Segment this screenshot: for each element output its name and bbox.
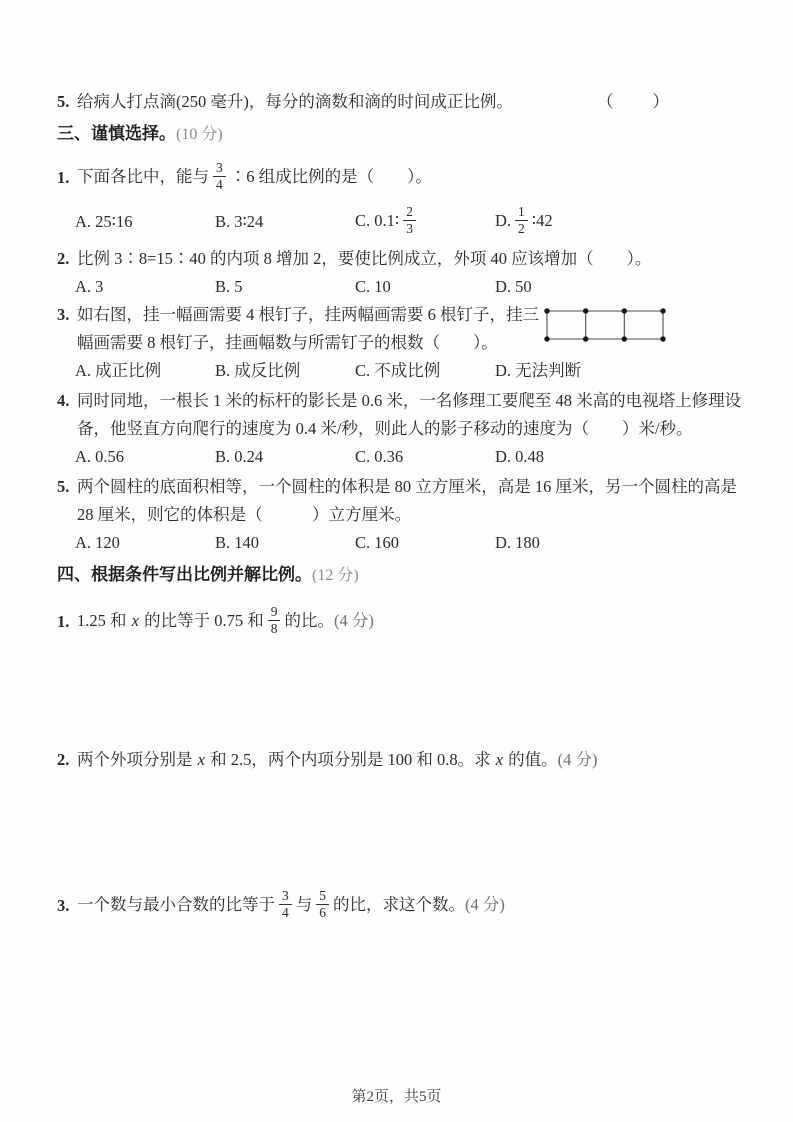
fraction-denominator: 3 bbox=[406, 220, 413, 236]
fraction bbox=[279, 888, 292, 920]
fraction-numerator: 1 bbox=[515, 204, 528, 221]
text-segment: C. 0.1∶ bbox=[355, 210, 400, 230]
question-number: 3. bbox=[57, 305, 70, 324]
fraction bbox=[515, 204, 528, 236]
text-segment: 下面各比中，能与 bbox=[77, 166, 209, 186]
option-c: C. 10 bbox=[355, 277, 391, 296]
section-points: (12 分) bbox=[312, 567, 359, 584]
question-text: 比例 3∶8=15∶40 的内项 8 增加 2，要使比例成立，外项 40 应该增加（ ）。 bbox=[77, 249, 652, 268]
options-row bbox=[57, 529, 743, 557]
option-a: A. 25∶16 bbox=[75, 212, 133, 231]
fraction-numerator: 3 bbox=[279, 888, 292, 905]
option-d bbox=[495, 203, 553, 238]
option-b: B. 0.24 bbox=[215, 447, 264, 466]
option-d: D. 50 bbox=[495, 277, 532, 296]
fraction-numerator: 2 bbox=[403, 204, 416, 221]
variable-x: x bbox=[197, 750, 205, 769]
text-segment: D. bbox=[495, 210, 512, 230]
choice-question-2 bbox=[57, 245, 743, 273]
question-text: 如右图，挂一幅画需要 4 根钉子，挂两幅画需要 6 根钉子，挂三幅画需要 8 根钉子，挂画幅数与所需钉子的根数（ ）。 bbox=[77, 305, 539, 352]
option-a: A. 0.56 bbox=[75, 447, 125, 466]
options-row bbox=[57, 201, 743, 243]
question-text: 两个圆柱的底面积相等，一个圆柱的体积是 80 立方厘米，高是 16 厘米，另一个圆柱的高是 28 厘米，则它的体积是（ ）立方厘米。 bbox=[77, 477, 737, 524]
fraction-denominator: 2 bbox=[518, 220, 525, 236]
fraction-numerator: 3 bbox=[213, 160, 226, 177]
option-d: D. 0.48 bbox=[495, 447, 545, 466]
text-segment: 1.25 和 bbox=[77, 610, 131, 630]
fraction-numerator: 5 bbox=[316, 888, 329, 905]
fraction bbox=[316, 888, 329, 920]
option-b: B. 140 bbox=[215, 533, 260, 552]
option-b: B. 成反比例 bbox=[215, 361, 301, 380]
question-text bbox=[77, 603, 743, 638]
question-text bbox=[77, 159, 743, 194]
picture-nails-diagram-icon bbox=[542, 303, 668, 345]
section-4-heading bbox=[57, 561, 743, 590]
options-row bbox=[57, 443, 743, 471]
option-b: B. 3∶24 bbox=[215, 212, 264, 231]
question-line bbox=[77, 88, 743, 116]
options-row bbox=[57, 357, 743, 385]
question-text bbox=[77, 746, 743, 774]
question-number: 3. bbox=[57, 896, 70, 915]
option-d: D. 180 bbox=[495, 533, 540, 552]
option-a: A. 3 bbox=[75, 277, 104, 296]
text-segment: 的比等于 0.75 和 bbox=[139, 610, 264, 630]
option-a: A. 120 bbox=[75, 533, 120, 552]
question-points: (4 分) bbox=[465, 894, 505, 914]
choice-question-1 bbox=[57, 155, 743, 201]
solve-question-3 bbox=[57, 884, 743, 928]
text-segment: ∶6 组成比例的是（ ）。 bbox=[229, 166, 432, 186]
option-c: C. 不成比例 bbox=[355, 361, 441, 380]
text-segment: ∶42 bbox=[531, 210, 553, 230]
section-points: (10 分) bbox=[176, 126, 223, 143]
question-text: 同时同地，一根长 1 米的标杆的影长是 0.6 米，一名修理工要爬至 48 米高的电视塔上修理设备，他竖直方向爬行的速度为 0.4 米/秒，则此人的影子移动的速度为（ ）米/秒。 bbox=[77, 391, 742, 438]
question-number: 5. bbox=[57, 477, 70, 496]
question-number: 4. bbox=[57, 391, 70, 410]
variable-x: x bbox=[131, 610, 139, 630]
answer-blank: （ ） bbox=[597, 92, 671, 111]
text-segment: 的比，求这个数。 bbox=[333, 894, 465, 914]
text-segment: 两个外项分别是 bbox=[77, 750, 197, 769]
fraction-denominator: 4 bbox=[216, 176, 223, 192]
judge-question-5 bbox=[57, 88, 743, 116]
solve-question-2 bbox=[57, 746, 743, 774]
choice-question-3 bbox=[57, 301, 743, 357]
fraction-denominator: 6 bbox=[319, 904, 326, 920]
question-number: 5. bbox=[57, 92, 70, 111]
option-c: C. 160 bbox=[355, 533, 400, 552]
footer-page-indicator: 第2页，共5页 bbox=[351, 1089, 442, 1105]
fraction-denominator: 4 bbox=[282, 904, 289, 920]
fraction bbox=[403, 204, 416, 236]
question-text bbox=[77, 887, 743, 922]
text-segment: 的值。 bbox=[504, 750, 558, 769]
section-title: 三、谨慎选择。 bbox=[57, 124, 176, 143]
option-a: A. 成正比例 bbox=[75, 361, 162, 380]
choice-question-5 bbox=[57, 473, 743, 529]
fraction bbox=[268, 604, 281, 636]
question-number: 1. bbox=[57, 168, 70, 187]
option-c bbox=[355, 203, 495, 238]
question-number: 2. bbox=[57, 249, 70, 268]
option-c: C. 0.36 bbox=[355, 447, 404, 466]
text-segment: 一个数与最小合数的比等于 bbox=[77, 894, 275, 914]
text-segment: 和 2.5，两个内项分别是 100 和 0.8。求 bbox=[205, 750, 495, 769]
fraction-numerator: 9 bbox=[268, 604, 281, 621]
option-b: B. 5 bbox=[215, 277, 243, 296]
options-row bbox=[57, 273, 743, 301]
section-title: 四、根据条件写出比例并解比例。 bbox=[57, 565, 312, 584]
variable-x: x bbox=[495, 750, 504, 769]
text-segment: 与 bbox=[295, 894, 313, 914]
fraction bbox=[213, 160, 226, 192]
solve-question-1 bbox=[57, 600, 743, 644]
fraction-denominator: 8 bbox=[270, 620, 278, 636]
text-segment: 的比。 bbox=[284, 610, 334, 630]
choice-question-4 bbox=[57, 387, 743, 443]
section-3-heading bbox=[57, 120, 743, 149]
question-number: 1. bbox=[57, 612, 70, 631]
question-points: (4 分) bbox=[333, 610, 374, 630]
question-number: 2. bbox=[57, 750, 70, 769]
option-d: D. 无法判断 bbox=[495, 361, 582, 380]
question-text: 给病人打点滴(250 毫升)，每分的滴数和滴的时间成正比例。 bbox=[77, 92, 513, 111]
question-points: (4 分) bbox=[557, 750, 598, 769]
